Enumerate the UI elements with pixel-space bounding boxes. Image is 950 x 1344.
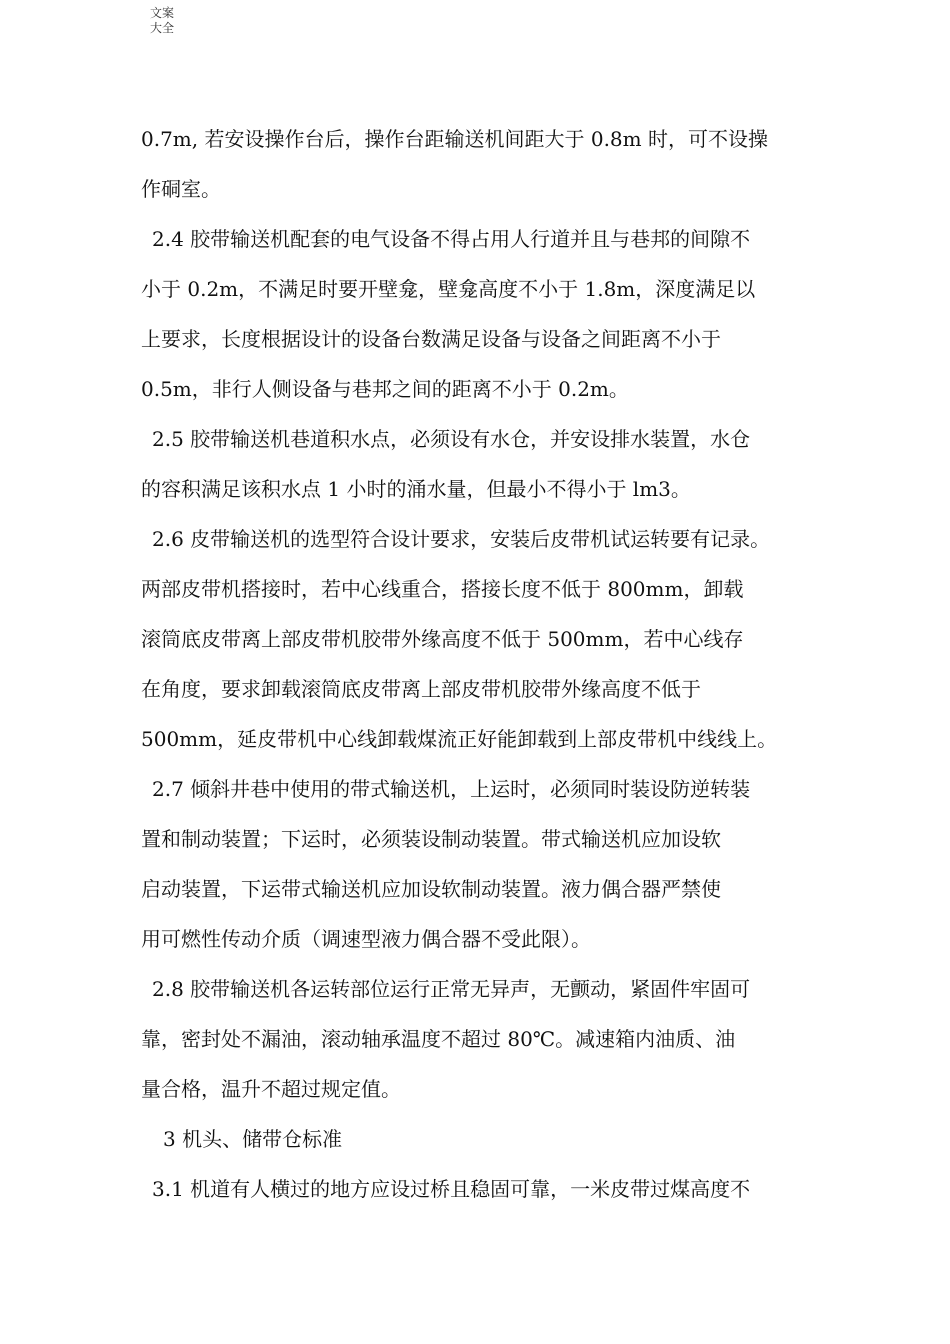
section-heading-line: 2.7 倾斜井巷中使用的带式输送机，上运时，必须同时装设防逆转装 [152,777,751,801]
header-mark: 文案大全 [150,6,175,35]
text-line: 小于 0.2m，不满足时要开壁龛，壁龛高度不小于 1.8m，深度满足以 [141,277,756,301]
text-line: 500mm，延皮带机中心线卸载煤流正好能卸载到上部皮带机中线线上。 [141,727,778,751]
text-line: 滚筒底皮带离上部皮带机胶带外缘高度不低于 500mm，若中心线存 [141,627,744,651]
section-heading-line: 2.8 胶带输送机各运转部位运行正常无异声，无颤动，紧固件牢固可 [152,977,751,1001]
document-body [141,114,831,1214]
text-line: 在角度，要求卸载滚筒底皮带离上部皮带机胶带外缘高度不低于 [141,677,701,701]
text-line: 用可燃性传动介质（调速型液力偶合器不受此限）。 [141,927,591,951]
text-line: 的容积满足该积水点 1 小时的涌水量，但最小不得小于 lm3。 [141,477,691,501]
text-line: 启动装置，下运带式输送机应加设软制动装置。液力偶合器严禁使 [141,877,721,901]
text-line: 上要求，长度根据设计的设备台数满足设备与设备之间距离不小于 [141,327,721,351]
text-line: 靠，密封处不漏油，滚动轴承温度不超过 80℃。减速箱内油质、油 [141,1027,736,1051]
section-heading-line: 2.4 胶带输送机配套的电气设备不得占用人行道并且与巷邦的间隙不 [152,227,751,251]
text-line: 两部皮带机搭接时，若中心线重合，搭接长度不低于 800mm，卸载 [141,577,744,601]
text-line: 量合格，温升不超过规定值。 [141,1077,401,1101]
section-heading-line: 2.6 皮带输送机的选型符合设计要求，安装后皮带机试运转要有记录。 [152,527,771,551]
text-line: 置和制动装置；下运时，必须装设制动装置。带式输送机应加设软 [141,827,721,851]
section-heading-line: 2.5 胶带输送机巷道积水点，必须设有水仓，并安设排水装置，水仓 [152,427,751,451]
text-line: 作硐室。 [141,177,221,201]
chapter-heading: 3 机头、储带仓标准 [163,1127,343,1151]
section-heading-line: 3.1 机道有人横过的地方应设过桥且稳固可靠，一米皮带过煤高度不 [152,1177,751,1201]
text-line: 0.5m，非行人侧设备与巷邦之间的距离不小于 0.2m。 [141,377,629,401]
text-line: 0.7m, 若安设操作台后，操作台距输送机间距大于 0.8m 时，可不设操 [141,127,768,151]
